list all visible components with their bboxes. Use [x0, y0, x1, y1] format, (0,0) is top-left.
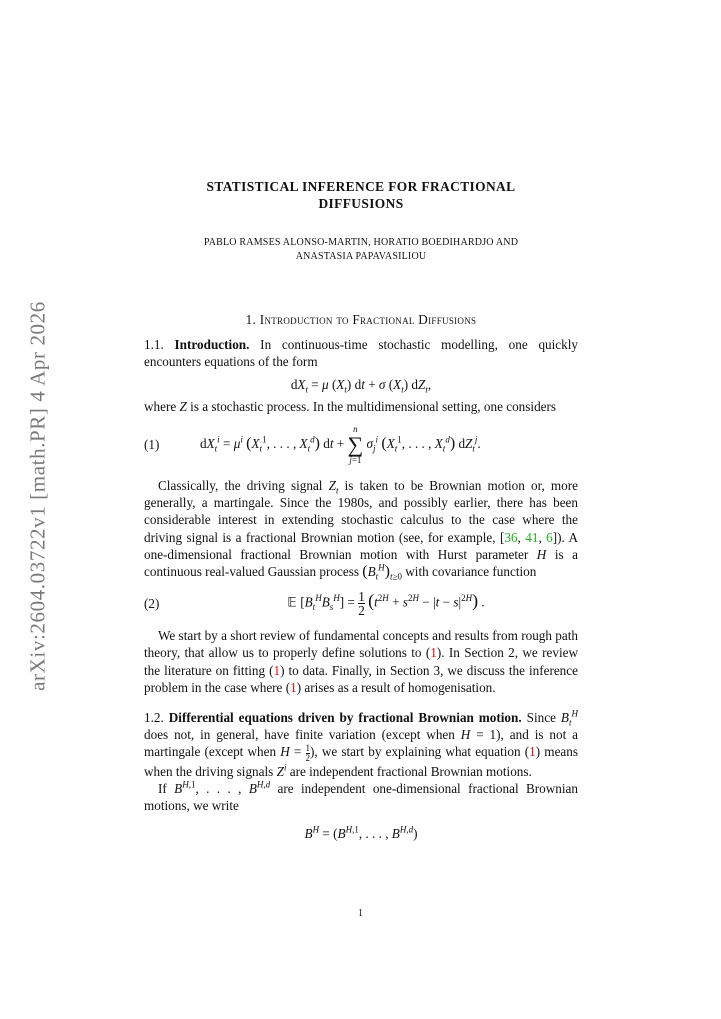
paragraph-multidim: where Z is a stochastic process. In the multidimensional setting, one considers [144, 398, 557, 414]
equation-2: (2) 𝔼 $[B_t^HB_s^H] = 1$ 2 $(t^{2H} + s^{2H} - |t - s|^{2H})$ . [144, 589, 485, 619]
ref-eq-1[interactable]: 1 [529, 744, 536, 760]
ref-eq-1[interactable]: 1 [273, 662, 281, 678]
equation-1: (1) $dX_t^i = \mu^i$ ($X_t^1$, . . . , $X_t^d$) dt + n ∑ j=1 $\sigma_j^i$ ($X_t^1$, . . . , $X_t^d$) $dZ_t^j$. [144, 424, 481, 466]
section-1-title: 1. Introduction to Fractional Diffusions [245, 312, 477, 327]
citation-41[interactable]: 41 [525, 529, 539, 545]
subsection-heading: Differential equations driven by fractional Brownian motion. [168, 710, 522, 726]
ref-eq-1[interactable]: 1 [430, 645, 437, 661]
equation-bh-vector: $B^H = (B^{H,1}$, . . . , $B^{H,d}$) [304, 824, 418, 841]
title-line-1: STATISTICAL INFERENCE FOR FRACTIONAL [206, 179, 516, 194]
equation-1-label: (1) [144, 437, 160, 453]
title-line-2: DIFFUSIONS [318, 196, 404, 211]
paper-title [144, 178, 578, 212]
citation-36[interactable]: 36 [504, 529, 518, 545]
subsection-number: 1.2. [144, 710, 164, 726]
paragraph-write: If $B^{H,1}$, . . . , $B^{H,d}$ are independent one-dimensional fractional Brownian motions, we write [144, 779, 578, 814]
author-list [144, 236, 578, 264]
paragraph-fbm-equations: 1.2. Differential equations driven by fractional Brownian motion. Since $B_t^H$ does not, in general, have finite variation (except when H = 1), and is not a martingale (except when H = 1 2 ), we start by explaining what equation (1) means when the driving signals $Z^i$ are independent fractional Brownian motions. [144, 708, 579, 779]
arxiv-sidebar-stamp [18, 296, 58, 696]
equation-sde: $dX_t = \mu$ $(X_t)$ dt + σ $(X_t)$ $dZ_t$, [290, 376, 432, 395]
ref-eq-1[interactable]: 1 [290, 679, 297, 695]
page-number: 1 [358, 908, 363, 919]
subsection-heading: Introduction. [174, 337, 250, 353]
citation-6[interactable]: 6 [546, 529, 553, 545]
paper-page [144, 178, 578, 842]
paragraph-review: We start by a short review of fundamental concepts and results from rough path theory, that allow us to properly define solutions to (1). In Section 2, we review the literature on fitting (1) to data. Finally, in Section 3, we discuss the inference problem in the case where (1) arises as a result of homogenisation. [144, 628, 578, 695]
arxiv-id: arXiv:2604.03722v1 [math.PR] 4 Apr 2026 [25, 301, 50, 691]
paragraph-classically: Classically, the driving signal $Z_t$ is taken to be Brownian motion or, more generally, a martingale. Since the 1980s, and possibly earlier, there has been considerable interest in extending stochastic calculus to the case where the driving signal is a fractional Brownian motion (see, for example, [36, 41, 6]). A one-dimensional fractional Brownian motion with Hurst parameter H is a continuous real-valued Gaussian process $(B_t^H)_{t\ge 0}$ with covariance function [144, 478, 579, 582]
equation-2-label: (2) [144, 596, 160, 612]
subsection-number: 1.1. [144, 337, 164, 353]
paragraph-intro: 1.1. Introduction. In continuous-time stochastic modelling, one quickly encounters equations of the form [144, 337, 579, 370]
authors-line-1: PABLO RAMSES ALONSO-MARTIN, HORATIO BOEDIHARDJO AND [203, 237, 519, 248]
authors-line-2: ANASTASIA PAPAVASILIOU [295, 251, 427, 262]
